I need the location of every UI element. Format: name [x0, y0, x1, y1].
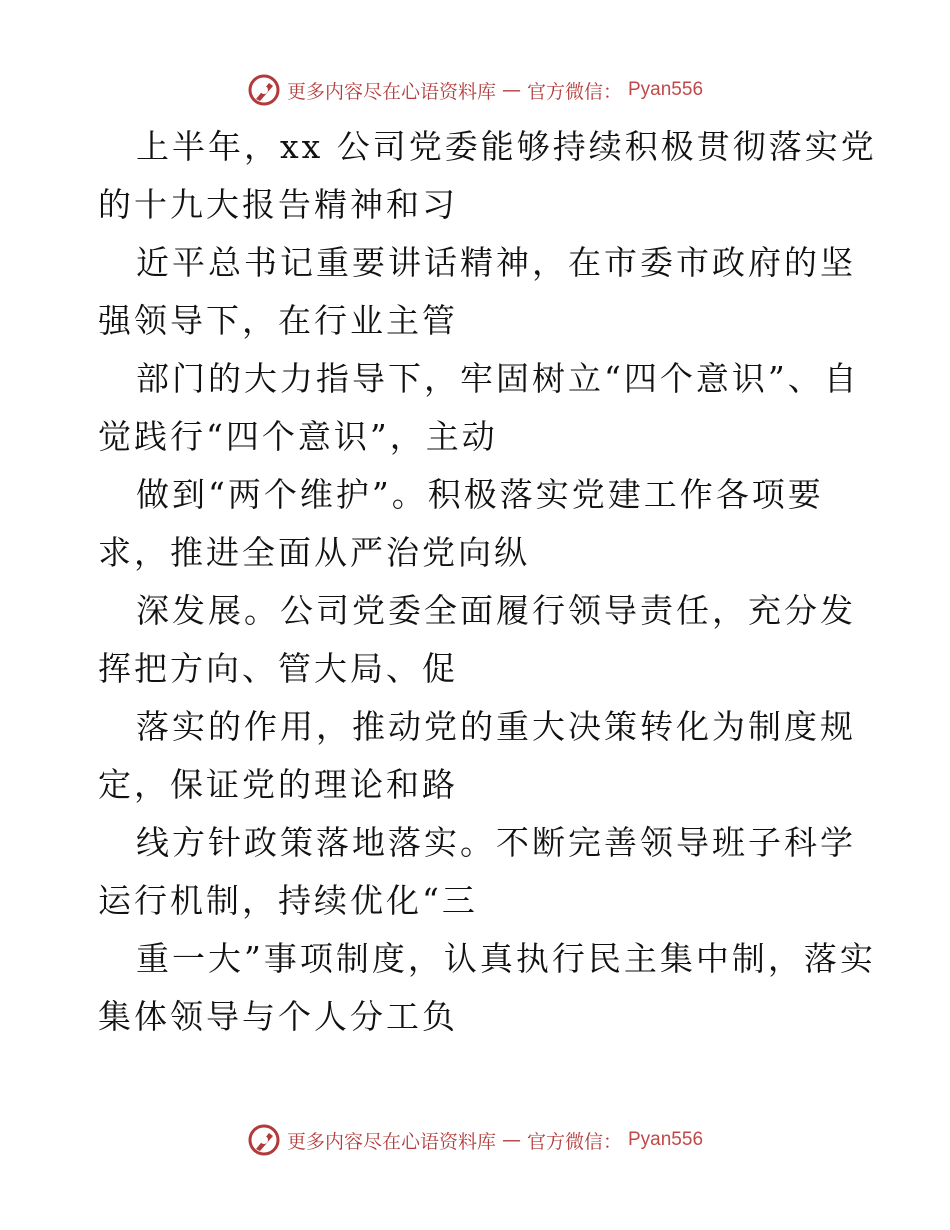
paragraph: 做到“两个维护”。积极落实党建工作各项要求，推进全面从严治党向纵	[98, 475, 824, 572]
pen-circle-logo-icon	[247, 73, 281, 107]
header-watermark	[0, 72, 950, 108]
paragraph: 落实的作用，推动党的重大决策转化为制度规定，保证党的理论和路	[98, 707, 856, 804]
separator: —	[501, 1129, 521, 1151]
footer-watermark	[0, 1122, 950, 1158]
site-name: 更多内容尽在心语资料库	[286, 80, 496, 103]
paragraph: 线方针政策落地落实。不断完善领导班子科学运行机制，持续优化“三	[98, 823, 856, 920]
paragraph: 重一大”事项制度，认真执行民主集中制，落实集体领导与个人分工负	[98, 939, 876, 1036]
site-name: 更多内容尽在心语资料库	[286, 1130, 496, 1153]
document-body	[98, 118, 888, 1046]
paragraph: 深发展。公司党委全面履行领导责任，充分发挥把方向、管大局、促	[98, 591, 856, 688]
paragraph: 近平总书记重要讲话精神，在市委市政府的坚强领导下，在行业主管	[98, 243, 856, 340]
wechat-id: Pyan556	[628, 79, 704, 100]
pen-circle-logo-icon	[247, 1123, 281, 1157]
paragraph: 部门的大力指导下，牢固树立“四个意识”、自觉践行“四个意识”，主动	[98, 359, 860, 456]
wechat-label: 官方微信：	[526, 80, 622, 103]
wechat-id: Pyan556	[628, 1129, 704, 1150]
separator: —	[501, 79, 521, 101]
paragraph: 上半年，xx 公司党委能够持续积极贯彻落实党的十九大报告精神和习	[98, 127, 877, 224]
wechat-label: 官方微信：	[526, 1130, 622, 1153]
